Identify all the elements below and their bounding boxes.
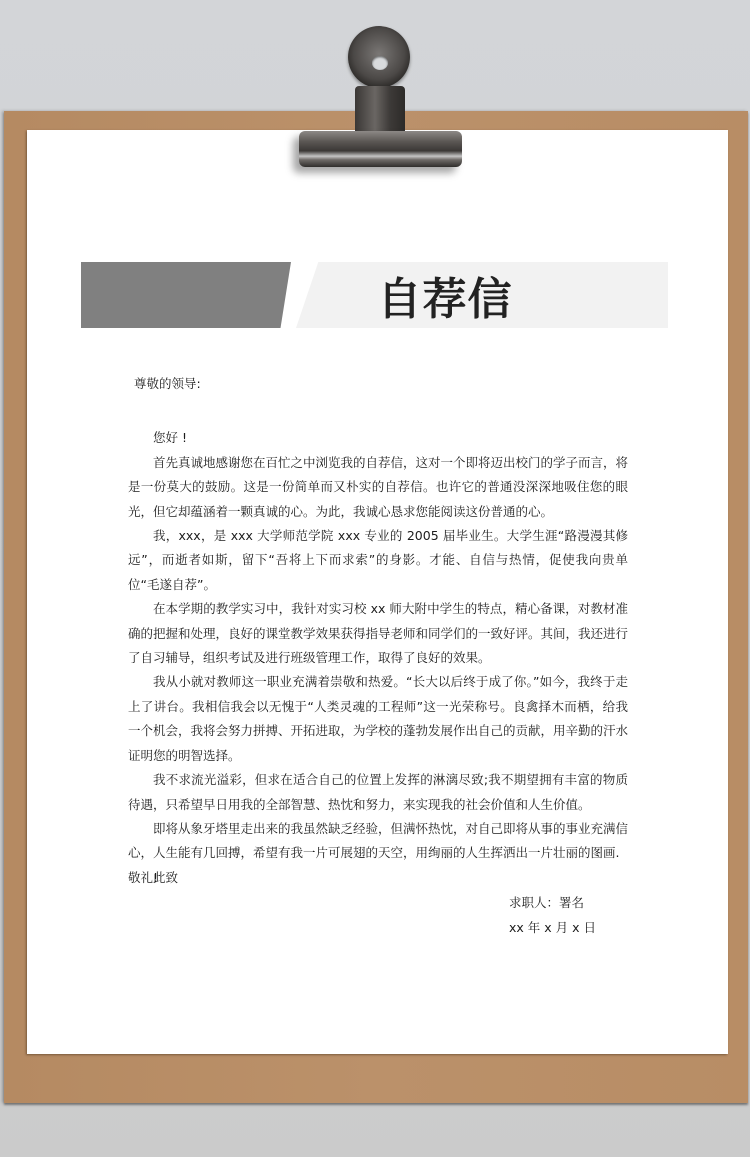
paragraph-6: 即将从象牙塔里走出来的我虽然缺乏经验，但满怀热忱，对自己即将从事的事业充满信心，人生能有几回搏，希望有我一片可展翅的天空，用绚丽的人生挥洒出一片壮丽的图画. bbox=[128, 820, 629, 861]
title-banner-dark bbox=[81, 262, 291, 328]
page-title: 自荐信 bbox=[377, 274, 513, 325]
salutation: 尊敬的领导: bbox=[134, 376, 201, 391]
closing-line-2: 敬礼! bbox=[128, 870, 159, 885]
paragraph-2: 我，xxx，是 xxx 大学师范学院 xxx 专业的 2005 届毕业生。大学生涯“路漫漫其修远”，而逝者如斯，留下“吾将上下而求索”的身影。才能、自信与热情，促使我向贵单位“毛遂自荐”。 bbox=[128, 528, 628, 592]
paragraph-1: 首先真诚地感谢您在百忙之中浏览我的自荐信，这对一个即将迈出校门的学子而言，将是一份莫大的鼓励。这是一份简单而又朴实的自荐信。也许它的普通没深深地吸住您的眼光，但它却蕴涵着一颗真诚的心。为此，我诚心恳求您能阅读这份普通的心。 bbox=[128, 454, 629, 519]
paragraph-3: 在本学期的教学实习中，我针对实习校 xx 师大附中学生的特点，精心备课，对教材准确的把握和处理，良好的课堂教学效果获得指导老师和同学们的一致好评。其间，我还进行了自习辅导，组织考试及进行班级管理工作，取得了良好的效果。 bbox=[128, 601, 629, 666]
paragraph-4: 我从小就对教师这一职业充满着崇敬和热爱。“长大以后终于成了你。”如今，我终于走上了讲台。我相信我会以无愧于“人类灵魂的工程师”这一光荣称号。良禽择木而栖，给我一个机会，我将会努力拼搏、开拓进取，为学校的蓬勃发展作出自己的贡献，用辛勤的汗水证明您的明智选择。 bbox=[128, 674, 629, 763]
greeting: 您好 ! bbox=[153, 430, 187, 446]
paragraph-5: 我不求流光溢彩，但求在适合自己的位置上发挥的淋漓尽致;我不期望拥有丰富的物质待遇，只希望早日用我的全部智慧、热忱和努力，来实现我的社会价值和人生价值。 bbox=[128, 772, 628, 812]
clip-hole bbox=[372, 56, 388, 70]
signature: 求职人：署名 bbox=[509, 895, 585, 910]
closing-line-1: 此致 bbox=[153, 869, 179, 885]
letter-body bbox=[128, 372, 628, 890]
clip-ring bbox=[348, 26, 410, 88]
date: xx 年 x 月 x 日 bbox=[509, 920, 596, 935]
